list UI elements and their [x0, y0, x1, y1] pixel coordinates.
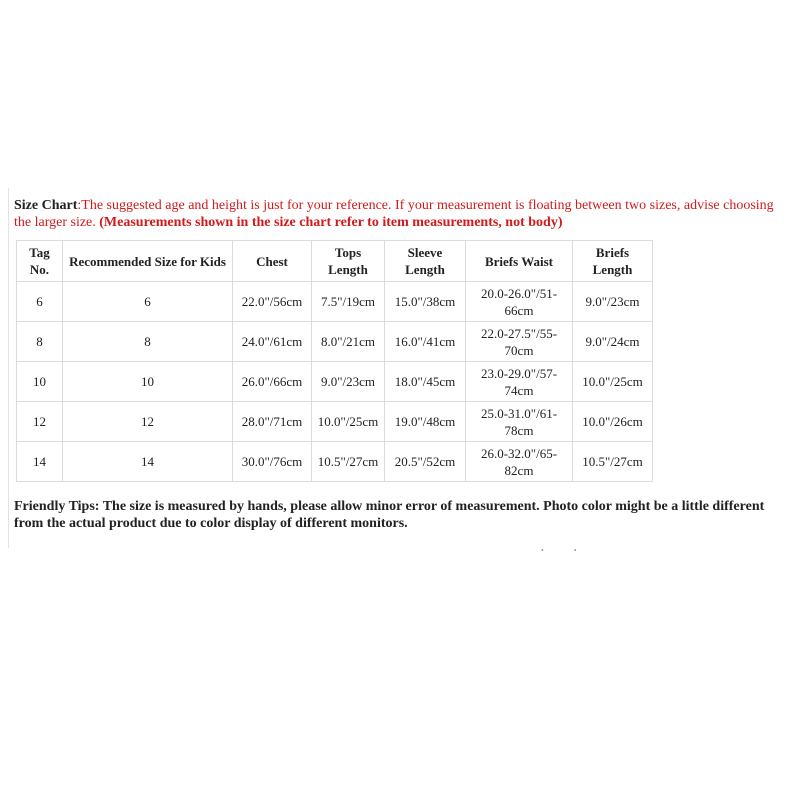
cell-chest: 28.0"/71cm	[233, 402, 312, 442]
cell-tops-length: 10.0"/25cm	[312, 402, 385, 442]
table-row	[17, 362, 653, 402]
cell-sleeve-length: 18.0"/45cm	[385, 362, 466, 402]
cell-chest: 24.0"/61cm	[233, 322, 312, 362]
cell-briefs-length: 10.0"/25cm	[573, 362, 653, 402]
cell-sleeve-length: 16.0"/41cm	[385, 322, 466, 362]
size-chart-description: :The suggested age and height is just for your reference. If your measurement is floating between two sizes, advise choosing the larger size.	[14, 198, 774, 230]
left-divider	[8, 188, 9, 548]
table-row	[17, 282, 653, 322]
cell-briefs-length: 10.0"/26cm	[573, 402, 653, 442]
header-briefs-length: Briefs Length	[573, 241, 653, 282]
cell-chest: 26.0"/66cm	[233, 362, 312, 402]
cell-briefs-waist: 23.0-29.0"/57-74cm	[466, 362, 573, 402]
cell-recommended-size: 12	[63, 402, 233, 442]
header-briefs-waist: Briefs Waist	[466, 241, 573, 282]
cell-tag-no: 12	[17, 402, 63, 442]
header-recommended-size: Recommended Size for Kids	[63, 241, 233, 282]
cell-chest: 22.0"/56cm	[233, 282, 312, 322]
cell-recommended-size: 8	[63, 322, 233, 362]
header-tops-length: Tops Length	[312, 241, 385, 282]
cell-tops-length: 7.5"/19cm	[312, 282, 385, 322]
cell-tops-length: 8.0"/21cm	[312, 322, 385, 362]
friendly-tips: Friendly Tips: The size is measured by hands, please allow minor error of measurement. Photo color might be a little different from the actual product due to color display of different monitors.	[14, 499, 765, 531]
cell-briefs-length: 10.5"/27cm	[573, 442, 653, 482]
cell-tops-length: 9.0"/23cm	[312, 362, 385, 402]
size-chart-note: (Measurements shown in the size chart refer to item measurements, not body)	[99, 215, 563, 230]
cell-sleeve-length: 20.5"/52cm	[385, 442, 466, 482]
cell-tag-no: 8	[17, 322, 63, 362]
table-row	[17, 442, 653, 482]
size-chart-intro	[14, 197, 794, 231]
cell-tops-length: 10.5"/27cm	[312, 442, 385, 482]
header-chest: Chest	[233, 241, 312, 282]
table-header-row	[17, 241, 653, 282]
cell-recommended-size: 6	[63, 282, 233, 322]
header-tag-no: Tag No.	[17, 241, 63, 282]
cell-recommended-size: 14	[63, 442, 233, 482]
cell-briefs-waist: 26.0-32.0"/65-82cm	[466, 442, 573, 482]
decorative-dots: • •	[541, 546, 591, 555]
size-chart-heading: Size Chart	[14, 198, 78, 213]
cell-tag-no: 14	[17, 442, 63, 482]
cell-briefs-length: 9.0"/23cm	[573, 282, 653, 322]
cell-chest: 30.0"/76cm	[233, 442, 312, 482]
cell-tag-no: 6	[17, 282, 63, 322]
cell-briefs-waist: 22.0-27.5"/55-70cm	[466, 322, 573, 362]
cell-recommended-size: 10	[63, 362, 233, 402]
header-sleeve-length: Sleeve Length	[385, 241, 466, 282]
cell-briefs-waist: 25.0-31.0"/61-78cm	[466, 402, 573, 442]
cell-briefs-waist: 20.0-26.0"/51-66cm	[466, 282, 573, 322]
cell-sleeve-length: 15.0"/38cm	[385, 282, 466, 322]
cell-tag-no: 10	[17, 362, 63, 402]
table-row	[17, 322, 653, 362]
size-table	[16, 240, 653, 482]
table-row	[17, 402, 653, 442]
cell-briefs-length: 9.0"/24cm	[573, 322, 653, 362]
cell-sleeve-length: 19.0"/48cm	[385, 402, 466, 442]
